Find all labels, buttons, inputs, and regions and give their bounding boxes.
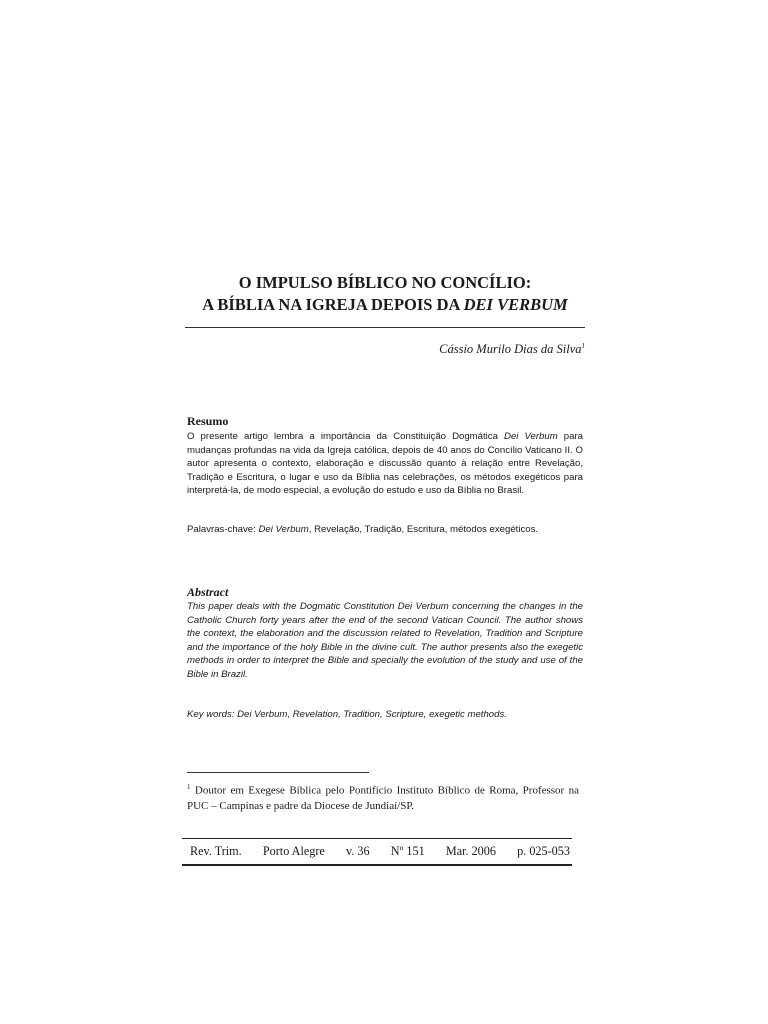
abstract-heading: Abstract [187,585,229,599]
resumo-text-italic: Dei Verbum [504,431,558,442]
abstract-keywords: Key words: Dei Verbum, Revelation, Tradition, Scripture, exegetic methods. [187,709,507,720]
title-divider [185,327,585,328]
footnote-mark: 1 [187,783,191,791]
title-line-1: O IMPULSO BÍBLICO NO CONCÍLIO: [238,273,532,292]
resumo-keywords [187,523,583,537]
footnote-text: Doutor em Exegese Bíblica pelo Pontifício Instituto Bíblico de Roma, Professor na PUC – Campinas e padre da Diocese de Jundiaí/SP. [187,784,579,813]
citation-line [190,844,570,859]
title-line-2-italic: DEI VERBUM [463,295,568,314]
resumo-keywords-rest: , Revelação, Tradição, Escritura, métodos exegéticos. [308,524,539,535]
resumo-heading: Resumo [187,414,229,428]
abstract-text: This paper deals with the Dogmatic Constitution Dei Verbum concerning the changes in the Catholic Church forty years after the end of the second Vatican Council. The author shows the context, the elaboration and the discussion related to Revelation, Tradition and Scripture and the importance of the holy Bible in the divine cult. The author presents also the exegetic methods in order to interpret the Bible and specially the evolution of the study and use of the Bible in Brazil. [187,601,583,680]
title-line-2 [185,294,585,316]
citation-pages: p. 025-053 [517,844,570,858]
author-name-text: Cássio Murilo Dias da Silva [439,342,582,357]
paper-page [185,0,585,1024]
resumo-keywords-italic: Dei Verbum [258,524,309,535]
citation-city: Porto Alegre [262,844,325,858]
footnote [187,780,579,815]
citation-volume: v. 36 [346,844,370,858]
footnote-divider [187,772,369,773]
citation-number: Nº 151 [390,844,425,858]
citation-date: Mar. 2006 [445,844,496,858]
title-line-2-prefix: A BÍBLIA NA IGREJA DEPOIS DA [202,295,464,314]
resumo-text [187,430,583,498]
article-title [185,272,585,316]
resumo-keywords-label: Palavras-chave: [187,524,259,535]
resumo-text-a: O presente artigo lembra a importância da Constituição Dogmática [187,431,505,442]
author-name [439,342,585,357]
resumo-text-b: para mudanças profundas na vida da Igreja católica, depois de 40 anos do Concílio Vaticano II. O autor apresenta o contexto, elaboração e discussão quanto à relação entre Revelação, Tradição e Escritura, o lugar e uso da Bíblia nas celebrações, os métodos exegéticos para interpretá-la, de modo especial, a evolução do estudo e uso da Bíblia no Brasil. [187,431,583,497]
citation-bottom-rule [182,864,572,866]
citation-top-rule [182,838,572,839]
author-footnote-mark: 1 [581,342,585,350]
citation-journal: Rev. Trim. [190,844,242,858]
